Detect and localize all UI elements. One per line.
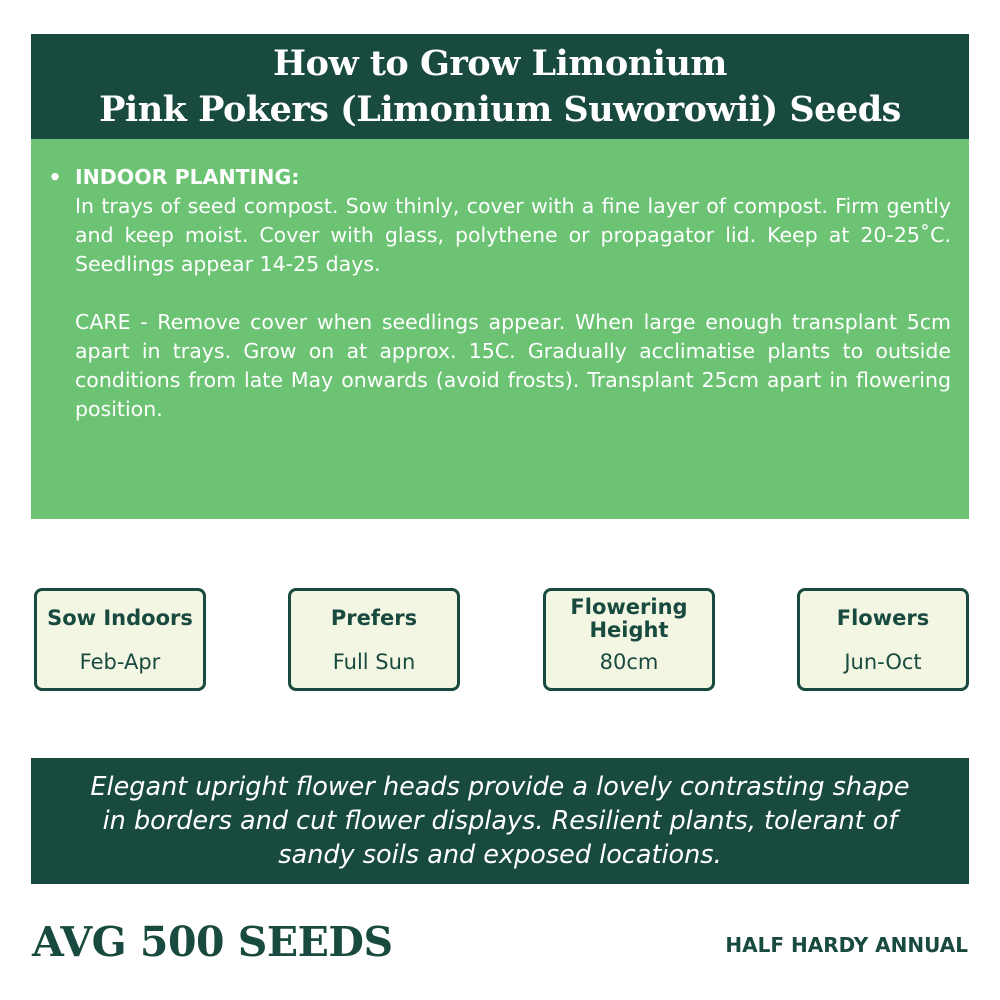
description-banner <box>31 758 969 884</box>
description-line-1: Elegant upright flower heads provide a lovely contrasting shape <box>90 772 910 802</box>
box-label-line-1: Flowering <box>570 595 688 619</box>
plant-type: HALF HARDY ANNUAL <box>725 933 968 957</box>
box-label <box>546 596 712 642</box>
instructions-panel <box>31 139 969 519</box>
title-banner <box>31 34 969 139</box>
prefers-box <box>288 588 460 691</box>
care-text: CARE - Remove cover when seedlings appear. When large enough transplant 5cm apart in trays. Grow on at approx. 15C. Gradually acclimatise plants to outside conditions from late May onwards (avoid frosts). Transplant 25cm apart in flowering position. <box>75 310 951 421</box>
description-text <box>90 770 909 872</box>
flowering-height-box <box>543 588 715 691</box>
box-value: Full Sun <box>332 650 416 674</box>
heading-text: INDOOR PLANTING: <box>75 165 300 189</box>
flowers-box <box>797 588 969 691</box>
box-value: Jun-Oct <box>844 650 922 674</box>
title-line-2: Pink Pokers (Limonium Suworowii) Seeds <box>99 88 901 130</box>
title-line-1: How to Grow Limonium <box>273 42 727 84</box>
box-value: 80cm <box>599 650 659 674</box>
box-label-line-2: Height <box>589 618 669 642</box>
box-label: Flowers <box>836 606 930 630</box>
box-value: Feb-Apr <box>79 650 161 674</box>
bullet-icon: • <box>48 165 62 189</box>
box-label: Sow Indoors <box>47 606 193 630</box>
planting-text: In trays of seed compost. Sow thinly, cover with a fine layer of compost. Firm gently and keep moist. Cover with glass, polythene or propagator lid. Keep at 20-25˚C. Seedlings appear 14-25 days. <box>75 194 951 276</box>
description-line-3: sandy soils and exposed locations. <box>278 840 722 870</box>
indoor-planting-heading <box>48 163 951 192</box>
sow-indoors-box <box>34 588 206 691</box>
description-line-2: in borders and cut flower displays. Resilient plants, tolerant of <box>102 806 898 836</box>
seed-count: AVG 500 SEEDS <box>32 918 393 966</box>
box-label: Prefers <box>330 606 418 630</box>
